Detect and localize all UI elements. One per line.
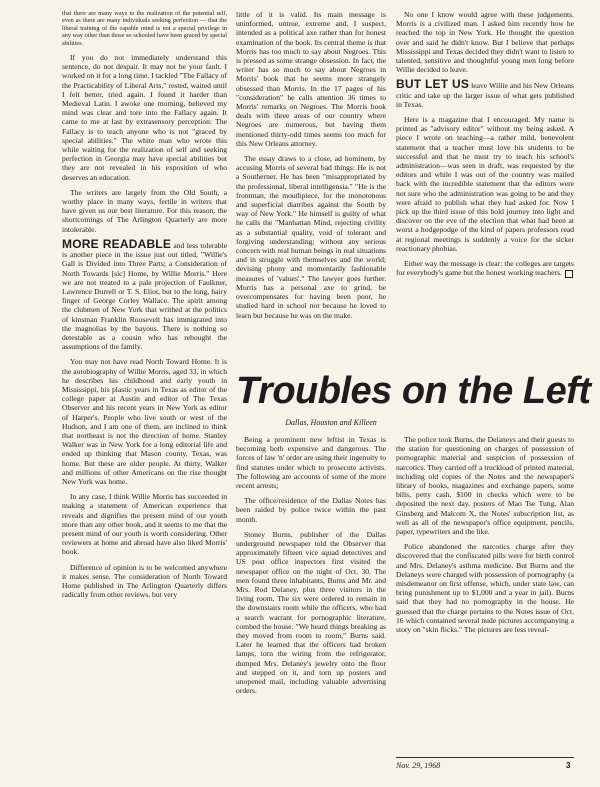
paragraph: that there are many ways to the realization of the potential self, even as there are many individuals seeking perfection — that the liberal training of the capable mind is not a special privilege in any way other than those so schooled have been graced by special abilities.: [62, 10, 227, 47]
paragraph: In any case, I think Willie Morris has succeeded in making a statement of American experience that reveals and dignifies the present mind of our youth more than any other book, and it seems to me that the present mind of our youth is worth considering. Other reviewers at home and abroad have also liked Morris' book.: [62, 492, 227, 557]
paragraph: BUT LET US leave Willie and his New Orleans critic and take up the larger issue of what gets published in Texas.: [396, 77, 574, 109]
issue-date: Nov. 29, 1968: [396, 761, 441, 770]
paragraph: Difference of opinion is to be welcomed anywhere it makes sense. The consideration of North Toward Home published in The Arlington Quarterly differs radically from other reviews, but very: [62, 562, 227, 600]
paragraph: The writers are largely from the Old South, a worthy place in many ways, fertile in writers that have given us our best literature. For this reason, the shortcomings of The Arlington Quarterly are more intolerable.: [62, 187, 227, 234]
footer-rule: [396, 757, 574, 758]
section-lead-in: MORE READABLE: [62, 236, 172, 251]
article-dateline: Dallas, Houston and Killeen: [285, 418, 377, 427]
paragraph: If you do not immediately understand this sentence, do not despair. It may not be your fault. I worked on it for a long time. I tackled "The Fallacy of the Practicability of Liberal Arts," rested, waited until I felt better, tried again. I found it harder than Medieval Latin. I awoke one morning, believed my mind was clear and tore into the Fallacy again. It came to me at last by extrasensory perception: The Fallacy is to teach anyone who is not "graced by special abilities." The white man who wrote this while waiting for the realization of self and seeking perfection in Georgia may have special abilities but they are not revealed in his exposition of who deserves an education.: [62, 53, 227, 182]
article-headline: Troubles on the Left: [236, 370, 591, 412]
paragraph: The essay draws to a close, ad hominem, by accusing Morris of several bad things: He is not a Southerner. He has been "misappropriated by the professional, liberal intelligensia." "He is the frontman, the mouthpiece, for the monotonous and superficial diatribes against the South by way of New York." He himself is guilty of what he calls the "Manhattan Mind, rejecting civility as a substantial quality, void of tolerant and forgiving understanding; without any serious concern with real human beings in real situations and in struggle with themselves and the world; devising phony and momentarily fashionable measures of 'values'." The lawyer goes further. Morris has a personal axe to grind, be overcompensates for having been poor, he studied hard in school not because he loved to learn but because he was on the make.: [236, 154, 386, 320]
page-number: 3: [566, 761, 571, 770]
article-column-left: [236, 435, 386, 765]
column-2: [236, 10, 386, 360]
paragraph: You may not have read North Toward Home. It is the autobiography of Willie Morris, aged 33, in which he describes his childhood and early youth in Mississippi, his plastic years in Texas as editor of the college paper at Austin and editor of The Texas Observer and his recent years in New York as editor of Harper's. People who live south or west of the Hudson, and I am one of them, are inclined to think that northeast is not the direction of home. Stanley Walker was in New York for a long editorial life and ended up thinking that Mason county, Texas, was home. But these are older people. At thirty, Walker and millions of other Americans on the rise thought New York was home.: [62, 357, 227, 486]
paragraph: MORE READABLE and less tolerable is another piece in the issue just out titled, "Willie's Gall is Divided into Three Parts; a Consideration of North Towards [sic] Home, by Willie Morris." Here we are not treated to a pale projection of Faulkner, Lawrence Durrell or T. S. Eliot, but to the long, hairy finger of George Corley Wallace. The spirit among the clubmen of New York that writhed at the politics of kinsman Franklin Roosevelt has immigrated into the magnolias by the bayous. There is nothing so detestable as a cousin who has rebought the assumptions of the family.: [62, 236, 227, 352]
paragraph: Stoney Burns, publisher of the Dallas underground newspaper told the Observer that approximately fifteen vice squad detectives and US post office inspectors first visited the newspaper office on the night of Oct. 30. The men found three inhabitants, Burns and Mr. and Mrs. Rod Delaney, plus three visitors in the living room. The six were ordered to remain in the downstairs room while the officers, who had a search warrant for pornographic literature, combed the house. "We heard things breaking as they moved from room to room," Burns said. Later he learned that the officers had broken lamps, torn the wiring from the refrigerator, dumped Mrs. Delaney's jewelry onto the floor and stepped on it, and torn up posters and unopened mail, including valuable advertising orders.: [236, 529, 386, 696]
paragraph: Either way the message is clear: the colleges are targets for everybody's game but the honest working teachers.: [396, 259, 574, 278]
paragraph: The police took Burns, the Delaneys and their guests to the station for questioning on charges of possession of pornographic material and suspicion of possession of narcotics. They carried off a truckload of printed material, including old copies of the Notes and the newspaper's library of books, magazines and exchange papers, some bills, petty cash, $100 in checks which were to be deposited the next day, posters of Mao Tse Tung, Alan Ginsberg and Malcom X, the Notes' subscription list, as well as all of the newspaper's office equipment, pencils, paper, typewriters and the like.: [396, 435, 574, 537]
paragraph: Police abandoned the narcotics charge after they discovered that the confiscated pills were for birth control and Mrs. Delaney's asthma medicine. But Burns and the Delaneys were charged with possession of pornography (a misdemeanor on first offense, which, under state law, can bring punishment up to $1,000 and a year in jail). Burns said that they had no pornography in the house. He guessed that the charge pertains to the Notes issue of Oct. 16 which contained several nude pictures accompanying a story on "skin flicks." The pictures are less reveal-: [396, 542, 574, 635]
paragraph: The office/residence of the Dallas Notes has been raided by police twice within the past month.: [236, 496, 386, 524]
paragraph: little of it is valid. Its main message is uninformed, untrue, extreme and, I suspect, intended as a political axe rather than for honest examination of the book. Its central theme is that Morris has too much to say about Negroes. This is pressed as some strange obsession. In fact, the writer has so much to say about Negroes in Morris' book that he seems more strangely obsessed than Morris. In the 17 pages of his "consideration" he calls attention 36 times to Morris' remarks on Negroes. The Morris book deals with three areas of our country where Negroes are numerous, but having them mentioned thirty-odd times seems too much for this New Orleans attorney.: [236, 10, 386, 148]
paragraph: No one I know would agree with these judgements. Morris is a civilized man. I asked him recently how he reached the top in New York. He thought the question over and said he didn't know. But I believe that perhaps Mississippi and Texas decided they didn't want to listen to talented, sensitive and thoughtful young men long before Willie decided to leave.: [396, 10, 574, 75]
paragraph: Here is a magazine that I encouraged. My name is printed as "advisory editor" without my being asked. A piece I wrote on teaching—a rather mild, benevolent statement that a teacher must love his students to be successful and that he must try to teach his school's administration—was seen in draft, was requested by the editors and while I was out of the country was mailed back with the incredible statement that the editors were not sure who the administration was going to be and they were afraid to publish what they had asked for. Now I pick up the third issue of this bold journey into light and discover on the eve of the election that what had been at worst a hodgepodge of the kind of papers professors read at regional meetings is suddenly a voice for the sicker reactionary phobias.: [396, 115, 574, 253]
paragraph: Being a prominent new leftist in Texas is becoming both expensive and dangerous. The forces of law 'n' order are using their ingenuity to find statutes under which to prosecute activists. The following are accounts of some of the more recent arrests;: [236, 435, 386, 491]
end-of-article-mark: [565, 270, 573, 278]
section-lead-in: BUT LET US: [396, 77, 470, 92]
article-column-right: [396, 435, 574, 755]
column-1: [62, 10, 227, 785]
